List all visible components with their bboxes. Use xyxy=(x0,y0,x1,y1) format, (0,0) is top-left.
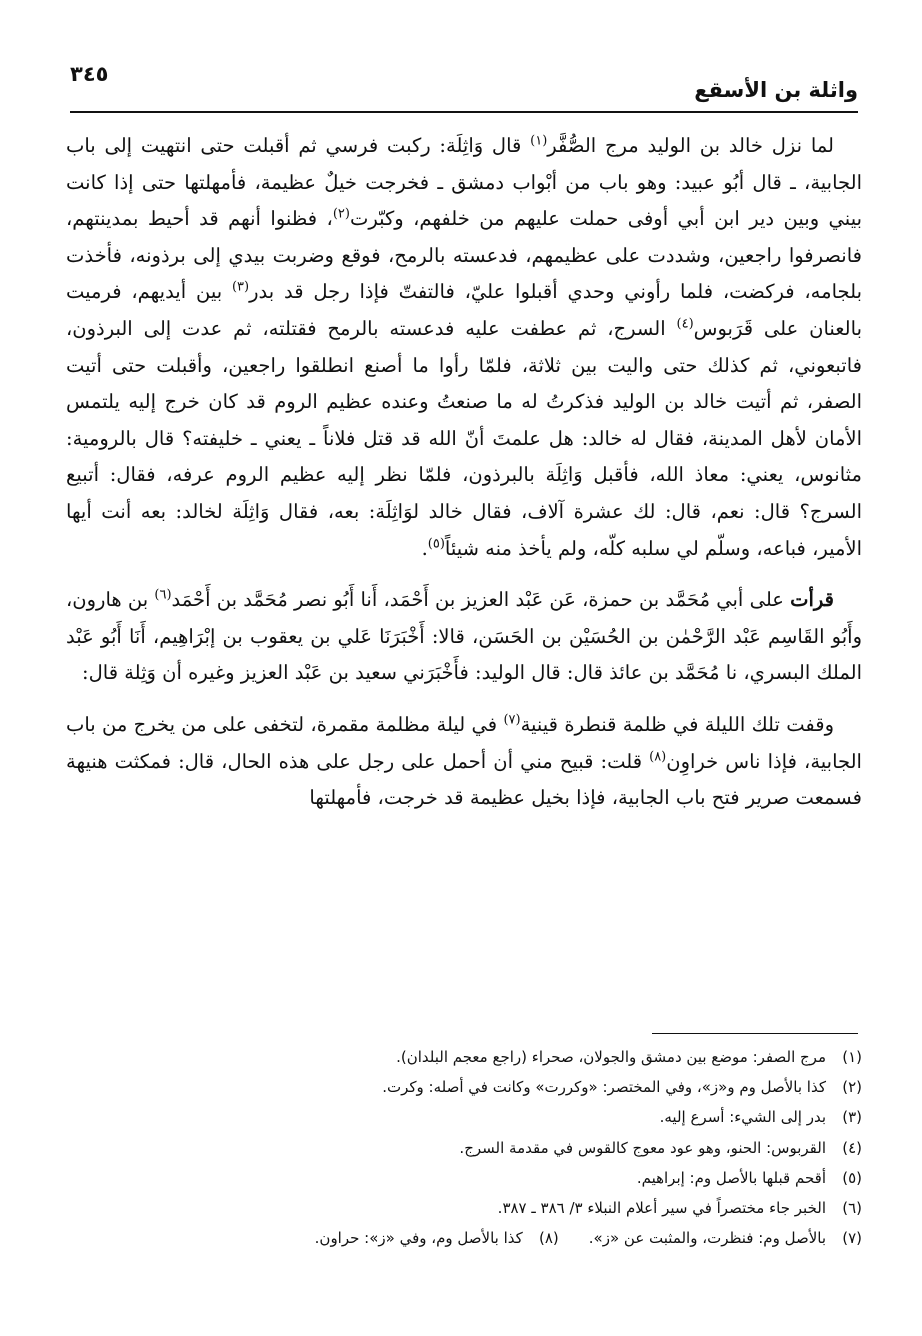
text-run: وقفت تلك الليلة في ظلمة قنطرة قينية xyxy=(520,712,834,736)
footnote-number: (٣) xyxy=(842,1108,862,1127)
footnote-number: (٧) xyxy=(842,1229,862,1248)
text-run: السرج، ثم عطفت عليه فدعسته بالرمح فقتلته، ثم عدت إلى البرذون، فاتبعوني، ثم كذلك حتى واليت بين ثلاثة، فلمّا رأوا ما أصنع انطلقوا راجعين، وأقبلت حتى أتيت الصفر، ثم أتيت خالد بن الوليد فذكرتُ له ما صنعتُ وعنده عظيم الروم قد كان خرج إليه يلتمس الأمان لأهل المدينة، فقال له خالد: هل علمتَ أنّ الله قد قتل فلاناً ـ يعني ـ خليفته؟ قال بالرومية: مثانوس، يعني: معاذ الله، فأقبل وَاثِلَة بالبرذون، فلمّا نظر إليه عظيم الروم عرفه، فقال: أتبيع السرج؟ قال: نعم، قال: لك عشرة آلاف، فقال خالد لوَاثِلَة: بعه، فقال وَاثِلَة لخالد: بعه أنت أيها الأمير، فباعه، وسلّم لي سلبه كلّه، ولم يأخذ منه شيئاً xyxy=(66,316,862,560)
footnote-separator xyxy=(652,1033,858,1034)
footnote-text: كذا بالأصل وم و«ز»، وفي المختصر: «وكررت» وكانت في أصله: وكرت. xyxy=(382,1078,826,1097)
page-number: ٣٤٥ xyxy=(70,62,109,86)
footnote-number: (٤) xyxy=(842,1138,862,1157)
paragraph-night-narrative xyxy=(66,707,862,817)
footnote-item xyxy=(120,1072,862,1102)
footnote-ref-8: (٨) xyxy=(649,749,667,764)
text-run: . xyxy=(421,536,428,560)
footnote-ref-3: (٣) xyxy=(231,279,250,295)
footnote-number: (٥) xyxy=(842,1168,862,1187)
text-run: لما نزل خالد بن الوليد مرج الصُّفَّر xyxy=(547,134,834,157)
footnote-number: (٦) xyxy=(842,1199,862,1218)
footnote-item xyxy=(120,1042,862,1072)
page-header xyxy=(70,58,858,108)
footnote-text: بدر إلى الشيء: أسرع إليه. xyxy=(659,1108,826,1127)
footnote-gap xyxy=(559,1223,589,1253)
footnote-number: (٨) xyxy=(538,1229,559,1248)
text-run: في ليلة مظلمة مقمرة، لتخفى على من يخرج من باب الجابية، فإذا ناس خراوِن xyxy=(66,712,862,773)
footnote-ref-2: (٢) xyxy=(332,206,350,222)
footnote-ref-4: (٤) xyxy=(676,316,694,332)
text-run: على أبي مُحَمَّد بن حمزة، عَن عَبْد العزيز بن أَحْمَد، أَنا أَبُو نصر مُحَمَّد بن أَحْمَد xyxy=(171,588,791,612)
text-run: قلت: قبيح مني أن أحمل على رجل على هذه الحال، قال: فمكثت هنيهة فسمعت صرير فتح باب الجابية، فإذا بخيل عظيمة قد خرجت، فأمهلتها xyxy=(66,749,862,810)
footnote-item xyxy=(120,1193,862,1223)
paragraph-isnad xyxy=(66,582,862,692)
footnote-item xyxy=(120,1102,862,1132)
footnote-ref-5: (٥) xyxy=(427,536,445,552)
footnote-item xyxy=(120,1163,862,1193)
text-run: بين أيديهم، فرميت بالعنان على قَرَبوس xyxy=(66,280,862,340)
footnote-ref-6: (٦) xyxy=(154,587,172,603)
footnote-ref-7: (٧) xyxy=(503,712,521,728)
footnote-item-pair xyxy=(120,1223,862,1253)
main-text xyxy=(66,128,862,817)
running-title: واثلة بن الأسقع xyxy=(694,78,858,102)
text-run: بن هارون، وأَبُو القَاسِم عَبْد الرَّحْمٰن بن الحُسَيْن بن الحَسَن، قالا: أَخْبَرَنَا عَلي بن يعقوب بن إبْرَاهِيم، أَنَا أَبُو عَبْد الملك البسري، نا مُحَمَّد بن عائذ قال: قال الوليد: فأَخْبَرَني سعيد بن عَبْد العزيز وغيره أن وَثِلة قال: xyxy=(66,588,862,685)
footnote-text: الخبر جاء مختصراً في سير أعلام النبلاء ٣/ ٣٨٦ ـ ٣٨٧. xyxy=(497,1199,826,1218)
paragraph-lead-word: قرأت xyxy=(790,588,834,612)
text-run: ، فظنوا أنهم قد أحيط بمدينتهم، فانصرفوا راجعين، وشددت على عظيمهم، فدعسته بالرمح، فوقع وضربت بيدي إلى برذونه، فأخذت بلجامه، فركضت، فلما رأوني وحدي أقبلوا عليّ، فالتفتّ فإذا رجل قد بدر xyxy=(66,207,862,304)
footnote-text: بالأصل وم: فنظرت، والمثبت عن «ز». xyxy=(588,1229,826,1248)
text-run: قال وَاثِلَة: ركبت فرسي ثم أقبلت حتى انتهيت إلى باب الجابية، ـ قال أبُو عبيد: وهو باب من أبْواب دمشق ـ فخرجت خيلٌ عظيمة، فأمهلتها حتى إذا كانت بيني وبين دير ابن أبي أوفى حملت عليهم من خلفهم، وكبّرت xyxy=(66,134,863,231)
footnote-text: القربوس: الحنو، وهو عود معوج كالقوس في مقدمة السرج. xyxy=(459,1138,826,1157)
footnote-text: مرج الصفر: موضع بين دمشق والجولان، صحراء (راجع معجم البلدان). xyxy=(396,1048,826,1066)
footnote-text: كذا بالأصل وم، وفي «ز»: حراون. xyxy=(314,1229,523,1248)
header-rule xyxy=(70,111,858,113)
footnote-number: (١) xyxy=(842,1048,862,1066)
footnote-item xyxy=(120,1133,862,1163)
footnotes xyxy=(120,1042,862,1253)
footnote-ref-1: (١) xyxy=(530,133,548,149)
footnote-number: (٢) xyxy=(842,1078,862,1097)
paragraph-battle-narrative xyxy=(66,128,862,567)
footnote-text: أقحم قبلها بالأصل وم: إبراهيم. xyxy=(636,1168,826,1187)
